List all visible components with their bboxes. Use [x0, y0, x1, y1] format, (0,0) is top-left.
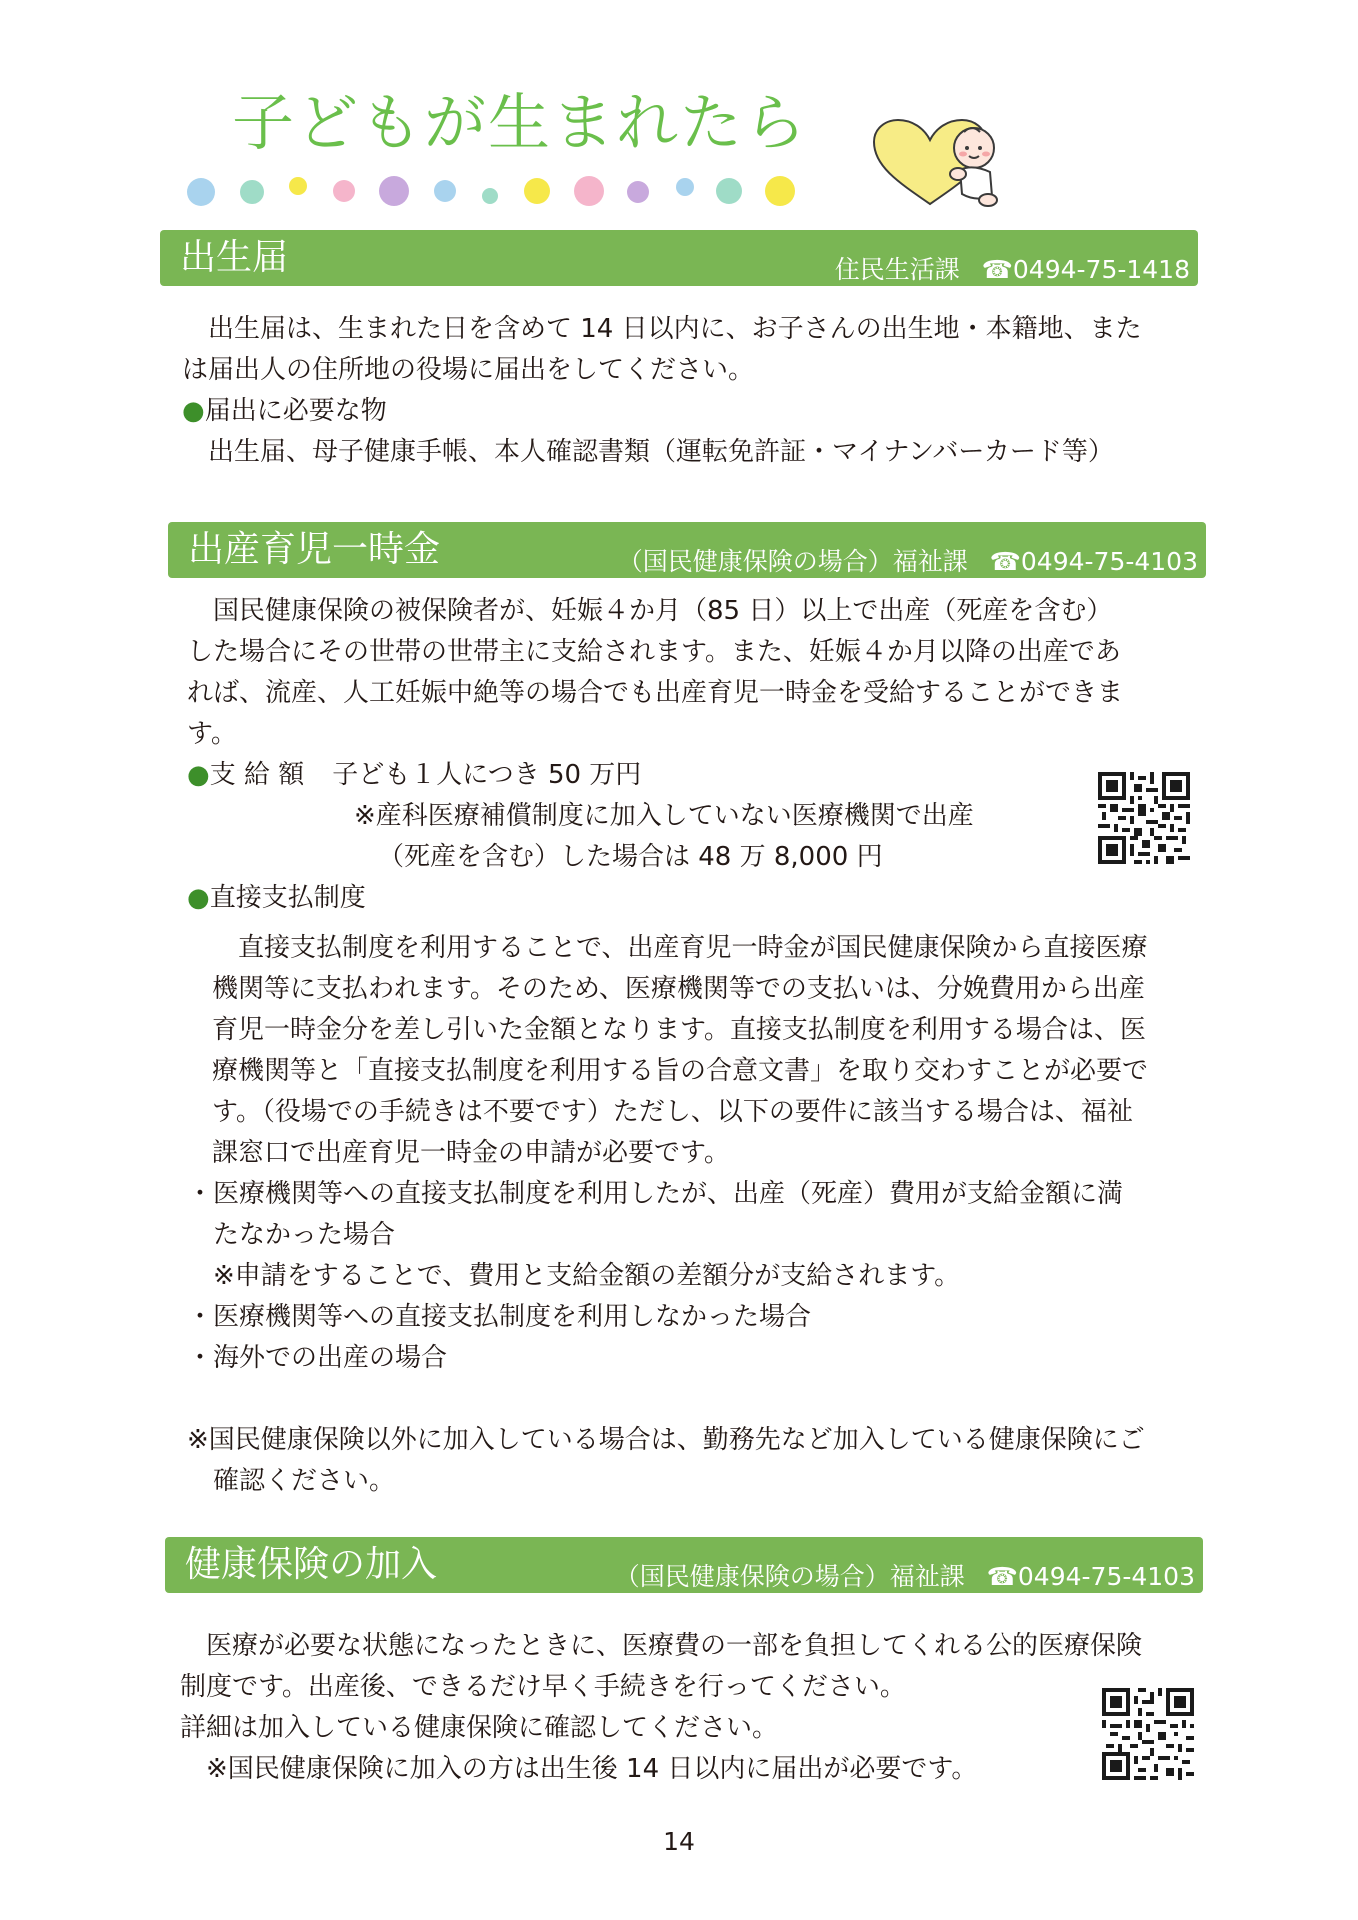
- section-title: 出産育児一時金: [188, 529, 441, 570]
- section-title: 出生届: [180, 237, 289, 278]
- body-line: 療機関等と「直接支払制度を利用する旨の合意文書」を取り交わすことが必要で: [212, 1056, 1149, 1086]
- decorative-dots: [0, 0, 1358, 210]
- section-header-birth: [160, 230, 1198, 286]
- body-line: 機関等に支払われます。そのため、医療機関等での支払いは、分娩費用から出産: [212, 974, 1145, 1004]
- list-item: たなかった場合: [187, 1220, 396, 1250]
- amount-row: [187, 755, 641, 796]
- baby-hugging-heart-icon: [868, 118, 1008, 210]
- section-header-lumpsum: [168, 522, 1206, 578]
- body-line: 医療が必要な状態になったときに、医療費の一部を負担してくれる公的医療保険: [180, 1631, 1143, 1661]
- body-line: 国民健康保険の被保険者が、妊娠４か月（85 日）以上で出産（死産を含む）: [187, 596, 1113, 626]
- telephone-icon: ☎: [981, 255, 1013, 284]
- contact-info: [618, 547, 1198, 577]
- telephone-icon: ☎: [989, 547, 1021, 576]
- phone-number: 0494-75-4103: [1020, 547, 1198, 576]
- phone-number: 0494-75-1418: [1012, 255, 1190, 284]
- required-items-list: 出生届、母子健康手帳、本人確認書類（運転免許証・マイナンバーカード等）: [182, 437, 1114, 467]
- page-number: 14: [663, 1827, 695, 1856]
- green-circle-bullet-icon: ●: [187, 883, 210, 913]
- body-line: 制度です。出産後、できるだけ早く手続きを行ってください。: [180, 1672, 906, 1702]
- green-circle-bullet-icon: ●: [187, 760, 210, 790]
- list-item: ・医療機関等への直接支払制度を利用しなかった場合: [187, 1302, 812, 1332]
- required-items-label: 届出に必要な物: [204, 396, 387, 426]
- direct-payment-heading: [187, 878, 366, 919]
- green-circle-bullet-icon: ●: [182, 396, 205, 426]
- amount-label: 支 給 額: [209, 760, 305, 790]
- amount-value: 子ども１人につき 50 万円: [332, 760, 642, 790]
- list-item: ・医療機関等への直接支払制度を利用したが、出産（死産）費用が支給金額に満: [187, 1179, 1124, 1209]
- body-line: す。: [187, 719, 237, 749]
- section-header-insurance: [165, 1537, 1203, 1593]
- amount-note: ※産科医療補償制度に加入していない医療機関で出産: [354, 801, 974, 831]
- required-items-heading: [182, 391, 387, 432]
- department: （国民健康保険の場合）福祉課: [617, 547, 968, 576]
- telephone-icon: ☎: [986, 1562, 1018, 1591]
- list-item-note: ※申請をすることで、費用と支給金額の差額分が支給されます。: [187, 1261, 961, 1291]
- department: （国民健康保険の場合）福祉課: [614, 1562, 965, 1591]
- qr-code-lumpsum: [1098, 772, 1190, 864]
- body-line: 詳細は加入している健康保険に確認してください。: [180, 1713, 779, 1743]
- contact-info: [835, 255, 1190, 285]
- qr-code-insurance: [1102, 1688, 1194, 1780]
- note-line: 確認ください。: [187, 1466, 396, 1496]
- body-line: 直接支払制度を利用することで、出産育児一時金が国民健康保険から直接医療: [212, 933, 1148, 963]
- body-line: は届出人の住所地の役場に届出をしてください。: [182, 355, 755, 385]
- note-line: ※国民健康保険以外に加入している場合は、勤務先など加入している健康保険にご: [187, 1425, 1145, 1455]
- body-line: 課窓口で出産育児一時金の申請が必要です。: [212, 1138, 730, 1168]
- body-line: ※国民健康保険に加入の方は出生後 14 日以内に届出が必要です。: [180, 1754, 978, 1784]
- body-line: れば、流産、人工妊娠中絶等の場合でも出産育児一時金を受給することができま: [187, 678, 1124, 708]
- body-line: した場合にその世帯の世帯主に支給されます。また、妊娠４か月以降の出産であ: [187, 637, 1121, 667]
- section-title: 健康保険の加入: [185, 1544, 438, 1585]
- direct-payment-label: 直接支払制度: [209, 883, 366, 913]
- department: 住民生活課: [834, 255, 960, 284]
- contact-info: [615, 1562, 1195, 1592]
- page-title: 子どもが生まれたら: [232, 86, 809, 159]
- body-line: 出生届は、生まれた日を含めて 14 日以内に、お子さんの出生地・本籍地、また: [182, 314, 1142, 344]
- amount-note: （死産を含む）した場合は 48 万 8,000 円: [378, 842, 883, 872]
- body-line: す。（役場での手続きは不要です）ただし、以下の要件に該当する場合は、福祉: [212, 1097, 1133, 1127]
- phone-number: 0494-75-4103: [1017, 1562, 1195, 1591]
- body-line: 育児一時金分を差し引いた金額となります。直接支払制度を利用する場合は、医: [212, 1015, 1146, 1045]
- list-item: ・海外での出産の場合: [187, 1343, 448, 1373]
